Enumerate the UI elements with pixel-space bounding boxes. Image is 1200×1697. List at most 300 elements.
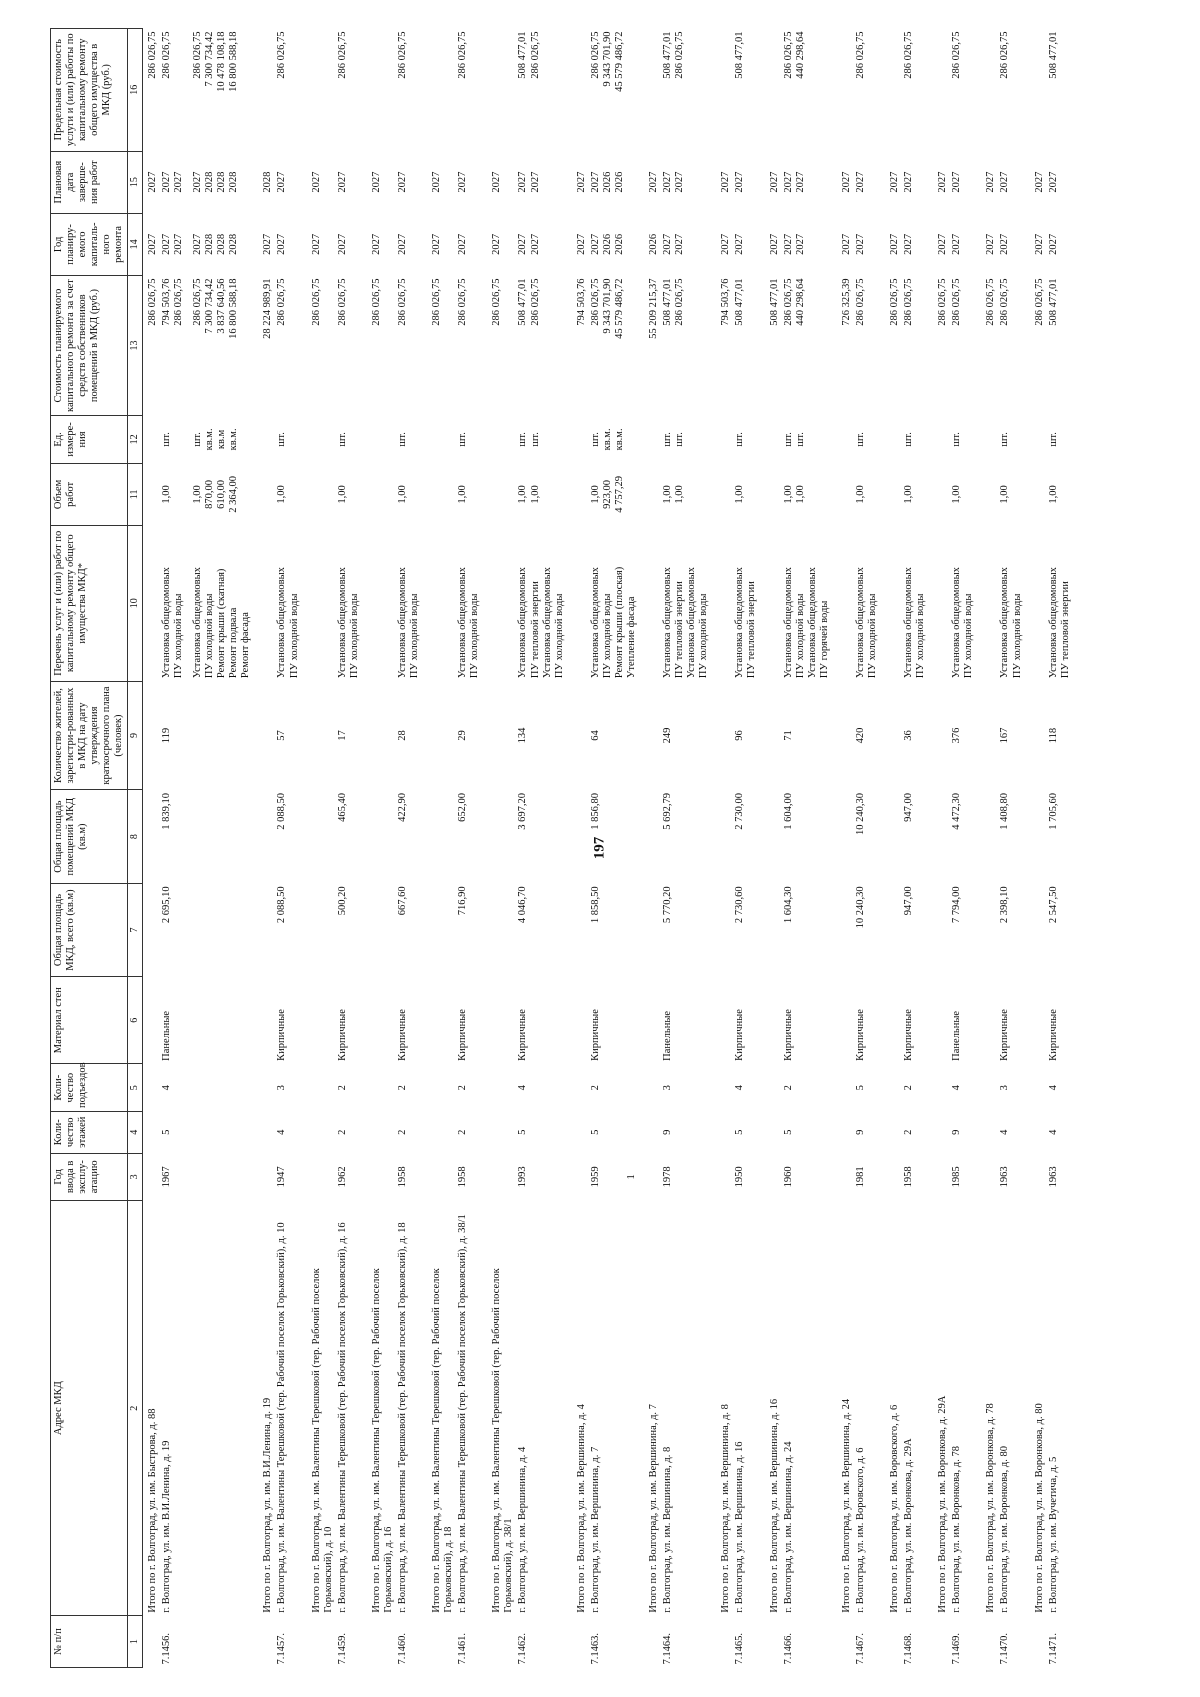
table-cell: 2027 [431,171,443,193]
table-cell: 55 209 215,37 [648,278,659,339]
table-row [733,29,764,1668]
column-number: 14 [128,213,143,275]
table-cell: шт. [336,432,348,447]
table-cell [142,1064,160,1112]
table-cell: 2027 [1033,171,1045,193]
table-cell [572,977,589,1064]
table-cell [885,1112,902,1153]
table-cell: 64 [589,730,601,741]
table-cell [716,1112,733,1153]
header-cell: Общая площадь МКД, всего (кв.м) [51,883,128,976]
total-row [427,29,456,1668]
table-cell: 286 026,75 [985,278,997,326]
table-cell: Установка общедомовых ПУ холодной воды [903,567,927,679]
total-row [765,29,782,1668]
table-cell: 1958 [903,1166,915,1188]
table-cell [933,1616,950,1668]
table-cell: 286 026,75 [951,278,963,326]
table-cell [644,977,661,1064]
table-cell [427,525,456,681]
table-cell [981,790,998,883]
table-cell: 286 026,75 [396,31,408,79]
table-cell [191,883,258,976]
column-number: 1 [128,1616,143,1668]
table-cell: 3 697,20 [517,792,529,830]
table-cell [258,525,275,681]
table-cell: 1 839,10 [160,792,172,830]
table-cell: Итого по г. Волгоград, ул. им. Воронкова, д. 29А [937,1395,949,1613]
table-cell: 286 026,75 [336,31,348,79]
table-cell [572,681,589,790]
table-cell [981,977,998,1064]
table-cell: 1950 [734,1166,746,1188]
table-cell [487,29,516,152]
header-cell: Объем работ [51,463,128,525]
table-cell: 96 [734,730,746,741]
table-cell: 667,60 [396,886,408,916]
table-cell [933,977,950,1064]
table-cell: 2 [396,1085,408,1091]
header-cell: Стоимость планируемого капитального ремонта за счет средств собственников помещений в МКД (руб.) [51,276,128,416]
table-cell: 286 026,75 [457,278,469,326]
table-cell: 1959 1 [589,1166,637,1188]
table-row [589,29,644,1668]
column-number: 11 [128,463,143,525]
table-cell [885,525,902,681]
table-cell [487,1112,516,1153]
table-cell: 2027 [276,233,288,255]
table-cell: 1,00 [1047,485,1059,504]
table-cell: 286 026,75 9 343 701,90 45 579 486,72 [589,31,625,92]
table-cell: 2027 2027 [662,233,686,255]
table-cell [644,525,661,681]
table-cell: г. Волгоград, ул. им. Вершинина, д. 8 [662,1446,674,1613]
table-cell: Итого по г. Волгоград, ул. им. Валентины Терешковой (тер. Рабочий поселок Горьковский), д. 18 [431,1268,455,1613]
table-cell: 1,00 [734,485,746,504]
table-cell: 1 705,60 [1047,792,1059,830]
table-cell: шт. [999,432,1011,447]
table-cell [981,463,998,525]
table-cell: 2027 [937,233,949,255]
table-cell [258,1112,275,1153]
table-cell: 71 [782,730,794,741]
table-cell: 1960 [782,1166,794,1188]
table-cell [837,681,854,790]
table-cell [191,1153,258,1201]
table-cell: 7.1470. [999,1633,1011,1665]
table-cell: 7.1466. [782,1633,794,1665]
table-cell: 286 026,75 [937,278,949,326]
table-cell: г. Волгоград, ул. им. В.И.Ленина, д. 19 [160,1440,172,1613]
table-cell [572,1616,589,1668]
table-row [516,29,571,1668]
table-cell [837,977,854,1064]
table-cell [258,29,275,152]
table-cell: 2027 [336,233,348,255]
table-cell [572,790,589,883]
table-cell [837,29,854,152]
table-cell: 1947 [276,1166,288,1188]
table-cell [307,790,336,883]
table-cell [885,29,902,152]
table-cell [1030,463,1047,525]
table-cell [837,883,854,976]
table-cell: 7.1459. [336,1633,348,1665]
table-cell: 2027 [985,233,997,255]
table-cell [933,1112,950,1153]
table-cell: 286 026,75 [396,278,408,326]
table-cell [367,525,396,681]
table-cell: 167 [999,727,1011,744]
table-cell: 500,20 [336,886,348,916]
table-cell: 7.1463. [589,1633,601,1665]
table-cell: 2027 [491,233,503,255]
table-cell: 2 [903,1085,915,1091]
table-cell: г. Волгоград, ул. им. Валентины Терешковой (тер. Рабочий поселок Горьковский), д. 38/1 [457,1214,469,1613]
table-cell: 2 398,10 [999,886,1011,924]
total-row [142,29,160,1668]
table-cell: 2027 [951,233,963,255]
table-cell: 286 026,75 [999,278,1011,326]
table-cell: 286 026,75 [491,278,503,326]
table-cell: 2 [457,1085,469,1091]
table-cell: 2027 [999,171,1011,193]
table-cell [487,681,516,790]
table-cell: 726 325,39 [840,278,852,326]
table-cell: 2 088,50 [276,792,288,830]
table-cell [765,790,782,883]
table-cell [427,1153,456,1201]
table-cell: шт. кв.м. кв.м. [589,428,625,451]
table-cell [258,681,275,790]
column-number: 15 [128,151,143,213]
table-row [160,29,191,1668]
table-cell: 2027 [1047,233,1059,255]
table-cell: 2027 [457,233,469,255]
table-cell: 286 026,75 [336,278,348,326]
table-cell: 7.1456. [160,1633,172,1665]
table-cell [258,790,275,883]
table-cell: 7 794,00 [951,886,963,924]
header-row [51,29,128,1668]
table-cell [644,29,661,152]
table-cell: 36 [903,730,915,741]
table-cell: шт. [457,432,469,447]
table-cell [765,525,782,681]
table-cell: 2027 [262,233,274,255]
table-cell: Итого по г. Волгоград, ул. им. Вершинина, д. 8 [720,1404,732,1613]
table-cell: 1,00 [854,485,866,504]
table-cell: 420 [854,727,866,744]
table-cell: 1 604,30 [782,886,794,924]
table-cell: 7.1464. [662,1633,674,1665]
table-cell: шт. [734,432,746,447]
table-cell [837,416,854,464]
table-cell: 7.1469. [951,1633,963,1665]
table-row [275,29,306,1668]
table-cell: 10 240,30 [854,792,866,835]
table-cell: 286 026,75 [999,31,1011,79]
table-cell [644,883,661,976]
table-cell: 28 224 989,91 [262,278,274,339]
table-cell: 465,40 [336,792,348,822]
table-cell: 2027 [146,171,158,193]
table-cell [427,416,456,464]
table-cell [837,1064,854,1112]
table-cell: 286 026,75 440 298,64 [782,278,806,326]
table-cell: 7.1457. [276,1633,288,1665]
table-cell [716,416,733,464]
table-cell: шт. шт. [782,432,806,447]
table-cell: 2027 [734,233,746,255]
table-cell: 2027 [457,171,469,193]
table-cell: 652,00 [457,792,469,822]
table-cell: г. Волгоград, ул. им. Вершинина, д. 16 [734,1441,746,1613]
table-cell: Итого по г. Волгоград, ул. им. Вершинина, д. 16 [768,1398,780,1613]
table-cell [885,883,902,976]
table-cell [307,525,336,681]
column-number: 8 [128,790,143,883]
table-row [191,29,258,1668]
table-cell: 17 [336,730,348,741]
table-cell: 286 026,75 7 300 734,42 3 837 640,56 16 800 588,18 [192,278,240,339]
table-cell: 1981 [854,1166,866,1188]
table-cell: Итого по г. Волгоград, ул. им. Вершинина, д. 7 [648,1404,659,1613]
table-cell: 2027 [1033,233,1045,255]
table-cell [1030,1616,1047,1668]
table-cell [644,463,661,525]
table-cell [981,1616,998,1668]
table-cell [427,1616,456,1668]
table-cell [981,525,998,681]
table-cell [981,29,998,152]
table-cell: 5 [734,1129,746,1135]
table-row [782,29,837,1668]
column-number-row [128,29,143,1668]
header-cell: Коли-чество этажей [51,1112,128,1153]
table-cell [142,681,160,790]
table-cell: Кирпичные [517,1009,529,1061]
table-cell [142,1112,160,1153]
table-cell [572,29,589,152]
table-cell [933,29,950,152]
table-cell: г. Волгоград, ул. им. Валентины Терешковой (тер. Рабочий поселок Горьковский), д. 18 [396,1222,408,1613]
table-cell [765,463,782,525]
table-cell [885,1153,902,1201]
table-cell [307,1153,336,1201]
table-cell: 286 026,75 [370,278,382,326]
table-cell: 4 [951,1085,963,1091]
table-cell: 286 026,75 [903,278,915,326]
table-cell: 2027 [336,171,348,193]
table-cell [487,790,516,883]
table-cell: г. Волгоград, ул. им. Воровского, д. 6 [854,1447,866,1613]
table-cell [487,525,516,681]
table-cell: 134 [517,727,529,744]
table-cell: 716,90 [457,886,469,916]
table-cell: 286 026,75 7 300 734,42 10 478 108,18 16 800 588,18 [192,31,240,92]
header-cell: Ед. измере-ния [51,416,128,464]
table-cell: 2027 2027 [517,171,541,193]
table-cell: 5 [782,1129,794,1135]
table-cell: г. Волгоград, ул. им. Валентины Терешковой (тер. Рабочий поселок Горьковский), д. 16 [336,1222,348,1613]
table-cell [307,1112,336,1153]
table-cell [191,1616,258,1668]
capital-repair-table [50,28,1078,1668]
table-cell: 286 026,75 [903,31,915,79]
table-cell [765,883,782,976]
table-cell: 2027 [768,171,780,193]
table-cell: 7.1461. [457,1633,469,1665]
table-cell [933,1153,950,1201]
table-row [661,29,716,1668]
table-cell [367,416,396,464]
table-cell: 286 026,75 [854,31,866,79]
table-cell: г. Волгоград, ул. им. Вершинина, д. 24 [782,1441,794,1613]
table-cell: 286 026,75 [951,31,963,79]
table-cell [427,1112,456,1153]
total-row [837,29,854,1668]
table-cell [933,883,950,976]
table-cell: 1,00 1,00 [517,485,541,504]
table-cell [765,1064,782,1112]
table-cell [981,1112,998,1153]
table-cell: 1,00 [160,485,172,504]
table-cell [427,790,456,883]
table-cell: 286 026,75 [1033,278,1045,326]
table-cell: 1,00 1,00 [662,485,686,504]
table-cell: Установка общедомовых ПУ тепловой энергии Установка общедомовых ПУ холодной воды [517,567,565,679]
total-row [572,29,589,1668]
table-cell: 4 [1047,1085,1059,1091]
table-cell: 5 [589,1129,601,1135]
table-cell: Кирпичные [1047,1009,1059,1061]
table-cell: 1,00 [903,485,915,504]
header-cell: Год планиру-емого капиталь-ного ремонта [51,213,128,275]
table-cell: 2027 [310,171,322,193]
table-cell: 2027 [370,171,382,193]
total-row [981,29,998,1668]
table-cell: 1,00 [276,485,288,504]
table-cell [885,463,902,525]
table-cell [191,790,258,883]
table-cell [1030,29,1047,152]
table-cell: 794 503,76 [720,278,732,326]
table-cell: 2 [457,1129,469,1135]
table-cell: 3 [999,1085,1011,1091]
table-cell [716,1153,733,1201]
table-cell [716,29,733,152]
table-cell: Кирпичные [589,1009,601,1061]
column-number: 3 [128,1153,143,1201]
table-cell: 2027 [1047,171,1059,193]
table-cell [142,883,160,976]
table-row [1047,29,1078,1668]
table-cell [258,1064,275,1112]
table-cell [367,977,396,1064]
table-cell: 5 770,20 [662,886,674,924]
table-cell: 1,00 [336,485,348,504]
table-cell: 286 026,75 9 343 701,90 45 579 486,72 [589,278,625,339]
table-cell [258,883,275,976]
table-cell: 2027 2027 [662,171,686,193]
table-cell: 1 856,80 [589,792,601,830]
table-cell [765,681,782,790]
table-cell: 947,00 [903,792,915,822]
table-cell: Установка общедомовых ПУ холодной воды [854,567,878,679]
table-cell: 4 [1047,1129,1059,1135]
table-cell: шт. шт. [662,432,686,447]
column-number: 7 [128,883,143,976]
table-cell: 2027 [648,171,659,193]
table-cell: 2027 [734,171,746,193]
table-cell [307,883,336,976]
table-cell [1030,681,1047,790]
column-number: 10 [128,525,143,681]
table-cell [644,1153,661,1201]
table-cell [1030,416,1047,464]
table-cell [644,790,661,883]
table-cell: 794 503,76 286 026,75 [160,278,184,326]
table-cell [191,977,258,1064]
table-cell: 508 477,01 [1047,31,1059,79]
table-cell: 286 026,75 [146,278,158,326]
table-cell [933,790,950,883]
table-cell [427,883,456,976]
table-cell [981,681,998,790]
header-cell: Материал стен [51,977,128,1064]
table-cell: 7.1460. [396,1633,408,1665]
table-cell: 7.1471. [1047,1633,1059,1665]
table-cell: 9 [662,1129,674,1135]
table-cell: 9 [854,1129,866,1135]
table-cell [981,416,998,464]
table-cell: Итого по г. Волгоград, ул. им. Быстрова, д. 88 [146,1408,158,1613]
table-cell: Установка общедомовых ПУ холодной воды Установка общедомовых ПУ горячей воды [782,567,830,679]
table-cell [487,463,516,525]
table-cell [307,681,336,790]
table-cell: 1993 [517,1166,529,1188]
total-row [933,29,950,1668]
table-cell: 118 [1047,727,1059,744]
table-cell: 1,00 870,00 610,00 2 364,00 [192,476,240,513]
table-cell [142,790,160,883]
table-cell: Кирпичные [457,1009,469,1061]
table-cell: Кирпичные [396,1009,408,1061]
table-cell: 1 408,80 [999,792,1011,830]
header-cell: Количество жителей, зарегистри-рованных в МКД на дату утверждения краткосрочного плана (человек) [51,681,128,790]
table-cell: Кирпичные [854,1009,866,1061]
table-cell: шт. [854,432,866,447]
header-cell: Предельная стоимость услуги и (или) работы по капитальному ремонту общего имущества в МКД (руб.) [51,29,128,152]
table-cell [258,463,275,525]
table-cell: 1,00 1,00 [782,485,806,504]
table-cell: 286 026,75 [854,278,866,326]
table-cell: 4 [276,1129,288,1135]
table-cell [258,416,275,464]
table-cell: 2027 2027 [517,233,541,255]
table-cell: 4 [999,1129,1011,1135]
table-cell [765,416,782,464]
total-row [644,29,661,1668]
column-number: 9 [128,681,143,790]
table-cell: 2027 [370,233,382,255]
table-cell: г. Волгоград, ул. им. Воронкова, д. 78 [951,1446,963,1613]
table-cell: 2 [336,1085,348,1091]
table-cell [933,463,950,525]
table-cell [981,883,998,976]
table-cell: Итого по г. Волгоград, ул. им. Воронкова, д. 80 [1033,1403,1045,1613]
